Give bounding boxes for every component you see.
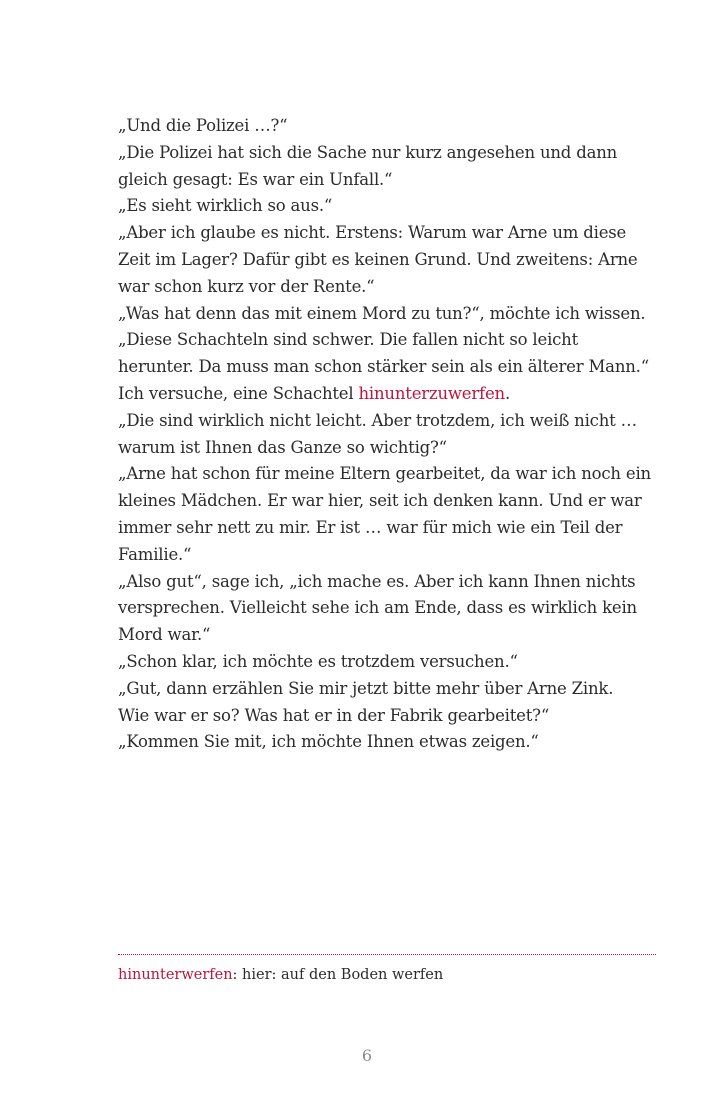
text-line: Zeit im Lager? Dafür gibt es keinen Grund. Und zweitens: Arne	[118, 249, 638, 269]
footnote-definition: : hier: auf den Boden werfen	[232, 967, 444, 983]
text-line: „Gut, dann erzählen Sie mir jetzt bitte mehr über Arne Zink.	[118, 678, 614, 698]
glossary-term-link[interactable]: hinunterzuwerfen	[358, 383, 505, 403]
text-line: „Aber ich glaube es nicht. Erstens: Warum war Arne um diese	[118, 223, 627, 243]
footnote-term: hinunterwerfen	[118, 967, 233, 983]
text-line: Familie.“	[118, 544, 192, 564]
text-line: immer sehr nett zu mir. Er ist … war für mich wie ein Teil der	[118, 517, 623, 537]
text-line: war schon kurz vor der Rente.“	[118, 276, 375, 296]
text-line-with-glossary-term	[118, 381, 648, 408]
text-line: kleines Mädchen. Er war hier, seit ich denken kann. Und er war	[118, 491, 642, 511]
text-line: „Und die Polizei …?“	[118, 116, 288, 135]
text-line: „Diese Schachteln sind schwer. Die fallen nicht so leicht	[118, 330, 579, 350]
text-segment: .	[504, 383, 511, 403]
text-line: „Die sind wirklich nicht leicht. Aber trotzdem, ich weiß nicht …	[118, 410, 637, 430]
text-line: „Was hat denn das mit einem Mord zu tun?“, möchte ich wissen.	[118, 303, 646, 323]
page-number: 6	[361, 1046, 373, 1065]
text-line: „Arne hat schon für meine Eltern gearbeitet, da war ich noch ein	[118, 464, 651, 484]
text-line: warum ist Ihnen das Ganze so wichtig?“	[118, 437, 447, 457]
text-line: „Die Polizei hat sich die Sache nur kurz angesehen und dann	[118, 142, 618, 162]
text-line: Wie war er so? Was hat er in der Fabrik gearbeitet?“	[118, 705, 550, 725]
text-line: gleich gesagt: Es war ein Unfall.“	[118, 169, 393, 189]
text-line: „Also gut“, sage ich, „ich mache es. Aber ich kann Ihnen nichts	[118, 571, 636, 591]
text-line: „Schon klar, ich möchte es trotzdem versuchen.“	[118, 651, 518, 671]
body-text	[118, 113, 651, 756]
text-segment: Ich versuche, eine Schachtel	[118, 383, 359, 403]
footnote	[118, 964, 443, 986]
text-line: „Kommen Sie mit, ich möchte Ihnen etwas zeigen.“	[118, 732, 539, 752]
text-line: versprechen. Vielleicht sehe ich am Ende, dass es wirklich kein	[118, 598, 637, 618]
text-line: Mord war.“	[118, 625, 211, 645]
text-line: herunter. Da muss man schon stärker sein als ein älterer Mann.“	[118, 357, 649, 377]
footnote-divider	[118, 954, 656, 955]
text-line: „Es sieht wirklich so aus.“	[118, 196, 333, 216]
